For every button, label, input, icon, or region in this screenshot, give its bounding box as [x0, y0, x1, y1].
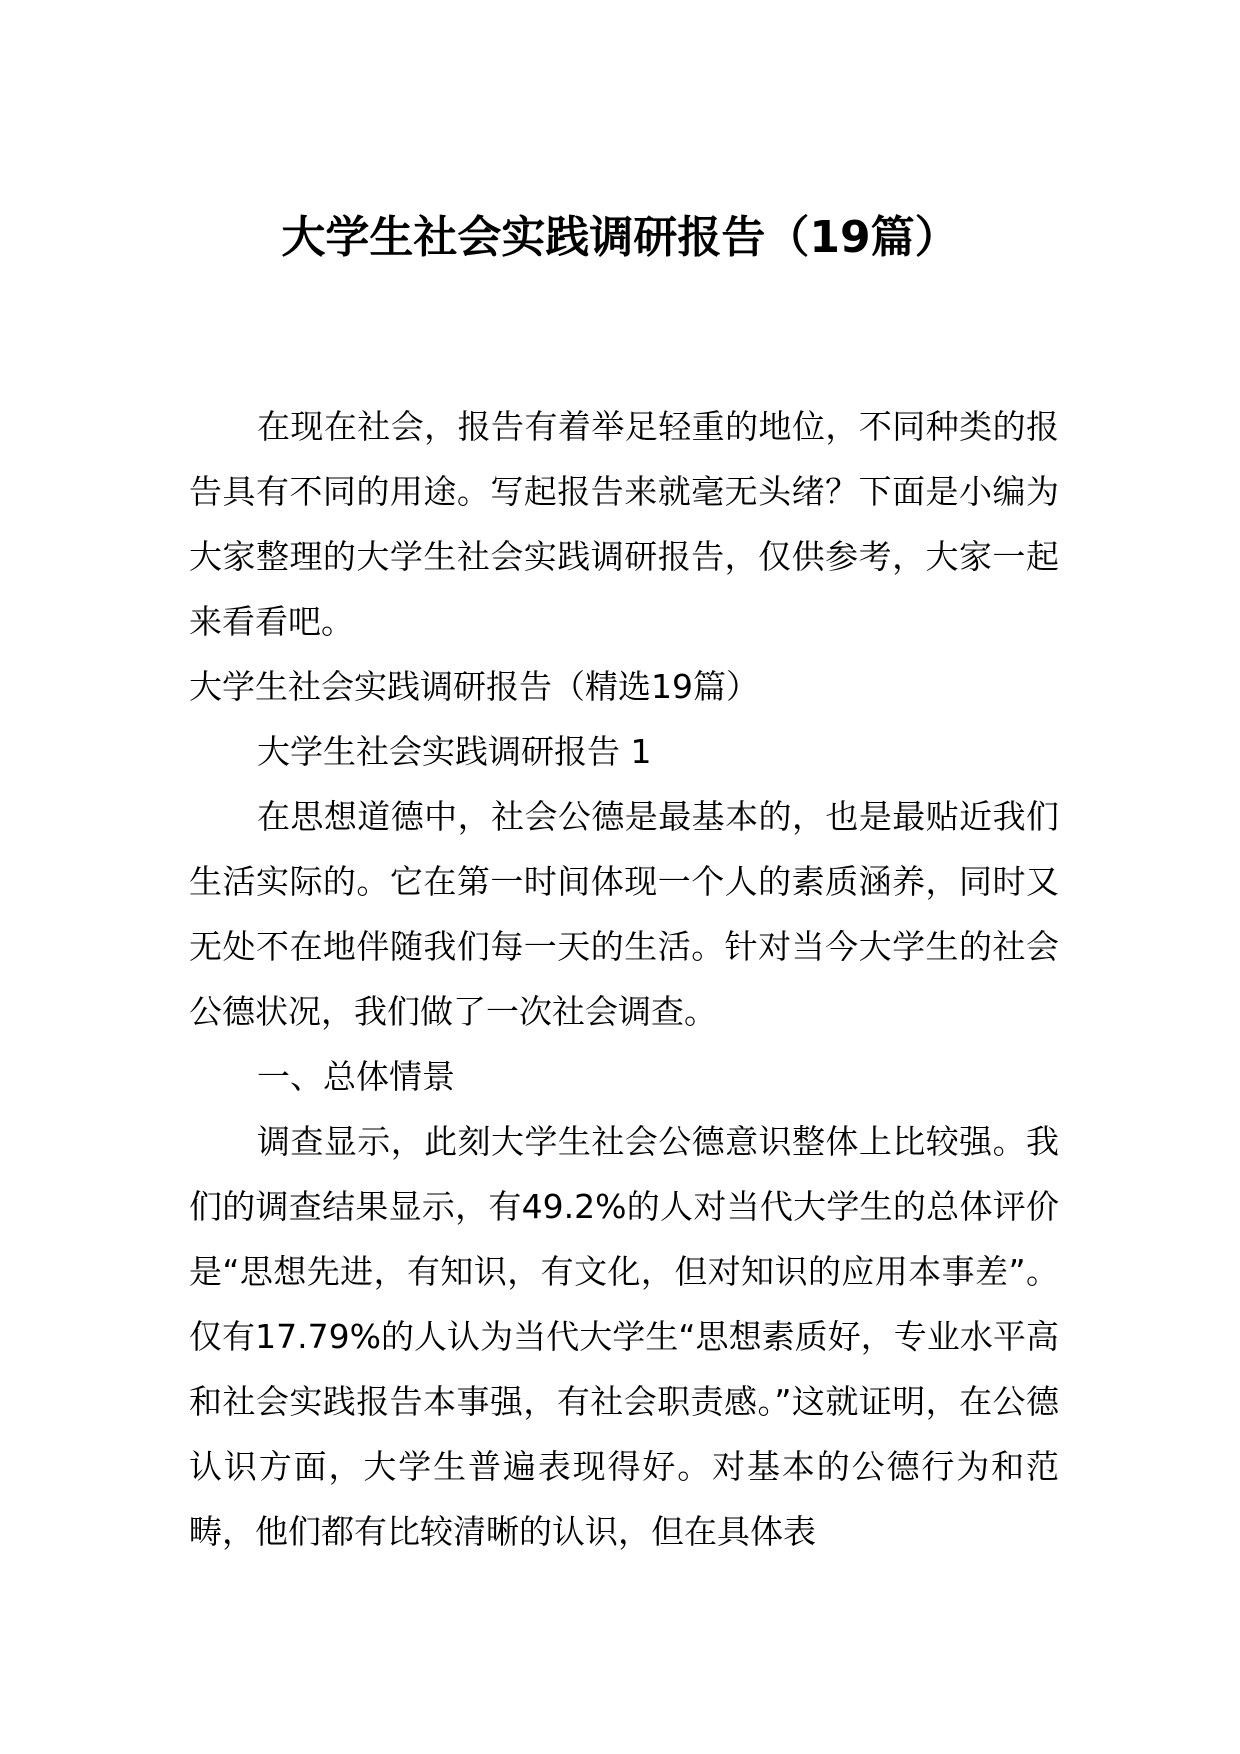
intro-paragraph: 在现在社会，报告有着举足轻重的地位，不同种类的报告具有不同的用途。写起报告来就毫无头绪？下面是小编为大家整理的大学生社会实践调研报告，仅供参考，大家一起来看看吧。 — [189, 407, 1059, 641]
report-heading: 大学生社会实践调研报告 1 — [257, 732, 652, 771]
collection-heading: 大学生社会实践调研报告（精选19篇） — [189, 667, 759, 706]
section-heading: 一、总体情景 — [257, 1057, 455, 1096]
body-paragraph: 在思想道德中，社会公德是最基本的，也是最贴近我们生活实际的。它在第一时间体现一个人的素质涵养，同时又无处不在地伴随我们每一天的生活。针对当今大学生的社会公德状况，我们做了一次社会调查。 — [189, 797, 1059, 1031]
document-body — [189, 394, 1059, 1564]
body-paragraph-survey: 调查显示，此刻大学生社会公德意识整体上比较强。我们的调查结果显示，有49.2%的人对当代大学生的总体评价是“思想先进，有知识，有文化，但对知识的应用本事差”。仅有17.79%的人认为当代大学生“思想素质好，专业水平高和社会实践报告本事强，有社会职责感。”这就证明，在公德认识方面，大学生普遍表现得好。对基本的公德行为和范畴，他们都有比较清晰的认识，但在具体表 — [189, 1122, 1059, 1551]
document-title: 大学生社会实践调研报告（19篇） — [281, 212, 959, 263]
